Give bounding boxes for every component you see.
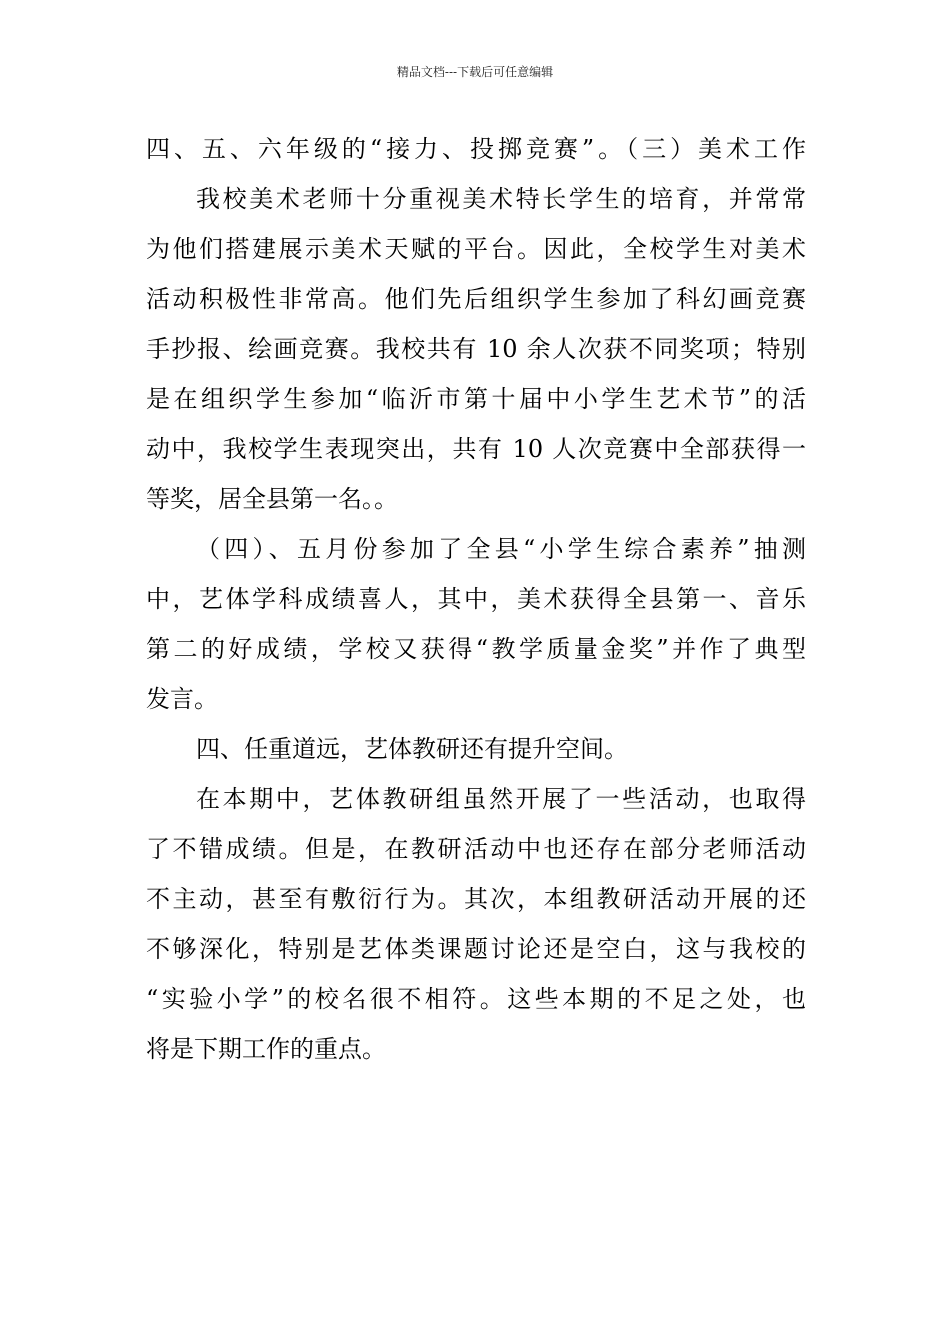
text-line: “实验小学”的校名很不相符。这些本期的不足之处，也 bbox=[146, 985, 806, 1013]
text-line: 第二的好成绩，学校又获得“教学质量金奖”并作了典型 bbox=[146, 635, 806, 663]
text-line: 四、五、六年级的“接力、投掷竞赛”。（三）美术工作 bbox=[146, 135, 806, 163]
text-line: 四、任重道远，艺体教研还有提升空间。 bbox=[196, 735, 628, 763]
text-line: 活动积极性非常高。他们先后组织学生参加了科幻画竞赛 bbox=[146, 285, 806, 313]
text-line: 动中，我校学生表现突出，共有 10 人次竞赛中全部获得一 bbox=[146, 435, 806, 463]
text-line: 等奖，居全县第一名。。 bbox=[146, 485, 398, 513]
text-line: 为他们搭建展示美术天赋的平台。因此，全校学生对美术 bbox=[146, 235, 806, 263]
text-line: 发言。 bbox=[146, 685, 218, 713]
page-header: 精品文档---下载后可任意编辑 bbox=[396, 65, 554, 79]
text-line: 中，艺体学科成绩喜人，其中，美术获得全县第一、音乐 bbox=[146, 585, 806, 613]
text-line: 我校美术老师十分重视美术特长学生的培育，并常常 bbox=[196, 185, 806, 213]
text-line: 是在组织学生参加“临沂市第十届中小学生艺术节”的活 bbox=[146, 385, 806, 413]
text-line: （四）、五月份参加了全县“小学生综合素养”抽测 bbox=[196, 535, 806, 563]
text-line: 将是下期工作的重点。 bbox=[146, 1035, 386, 1063]
text-line: 不主动，甚至有敷衍行为。其次，本组教研活动开展的还 bbox=[146, 885, 806, 913]
text-line: 不够深化，特别是艺体类课题讨论还是空白，这与我校的 bbox=[146, 935, 806, 963]
text-line: 在本期中，艺体教研组虽然开展了一些活动，也取得 bbox=[196, 785, 806, 813]
text-line: 手抄报、绘画竞赛。我校共有 10 余人次获不同奖项；特别 bbox=[146, 335, 806, 363]
text-line: 了不错成绩。但是，在教研活动中也还存在部分老师活动 bbox=[146, 835, 806, 863]
document-body bbox=[146, 124, 806, 1074]
